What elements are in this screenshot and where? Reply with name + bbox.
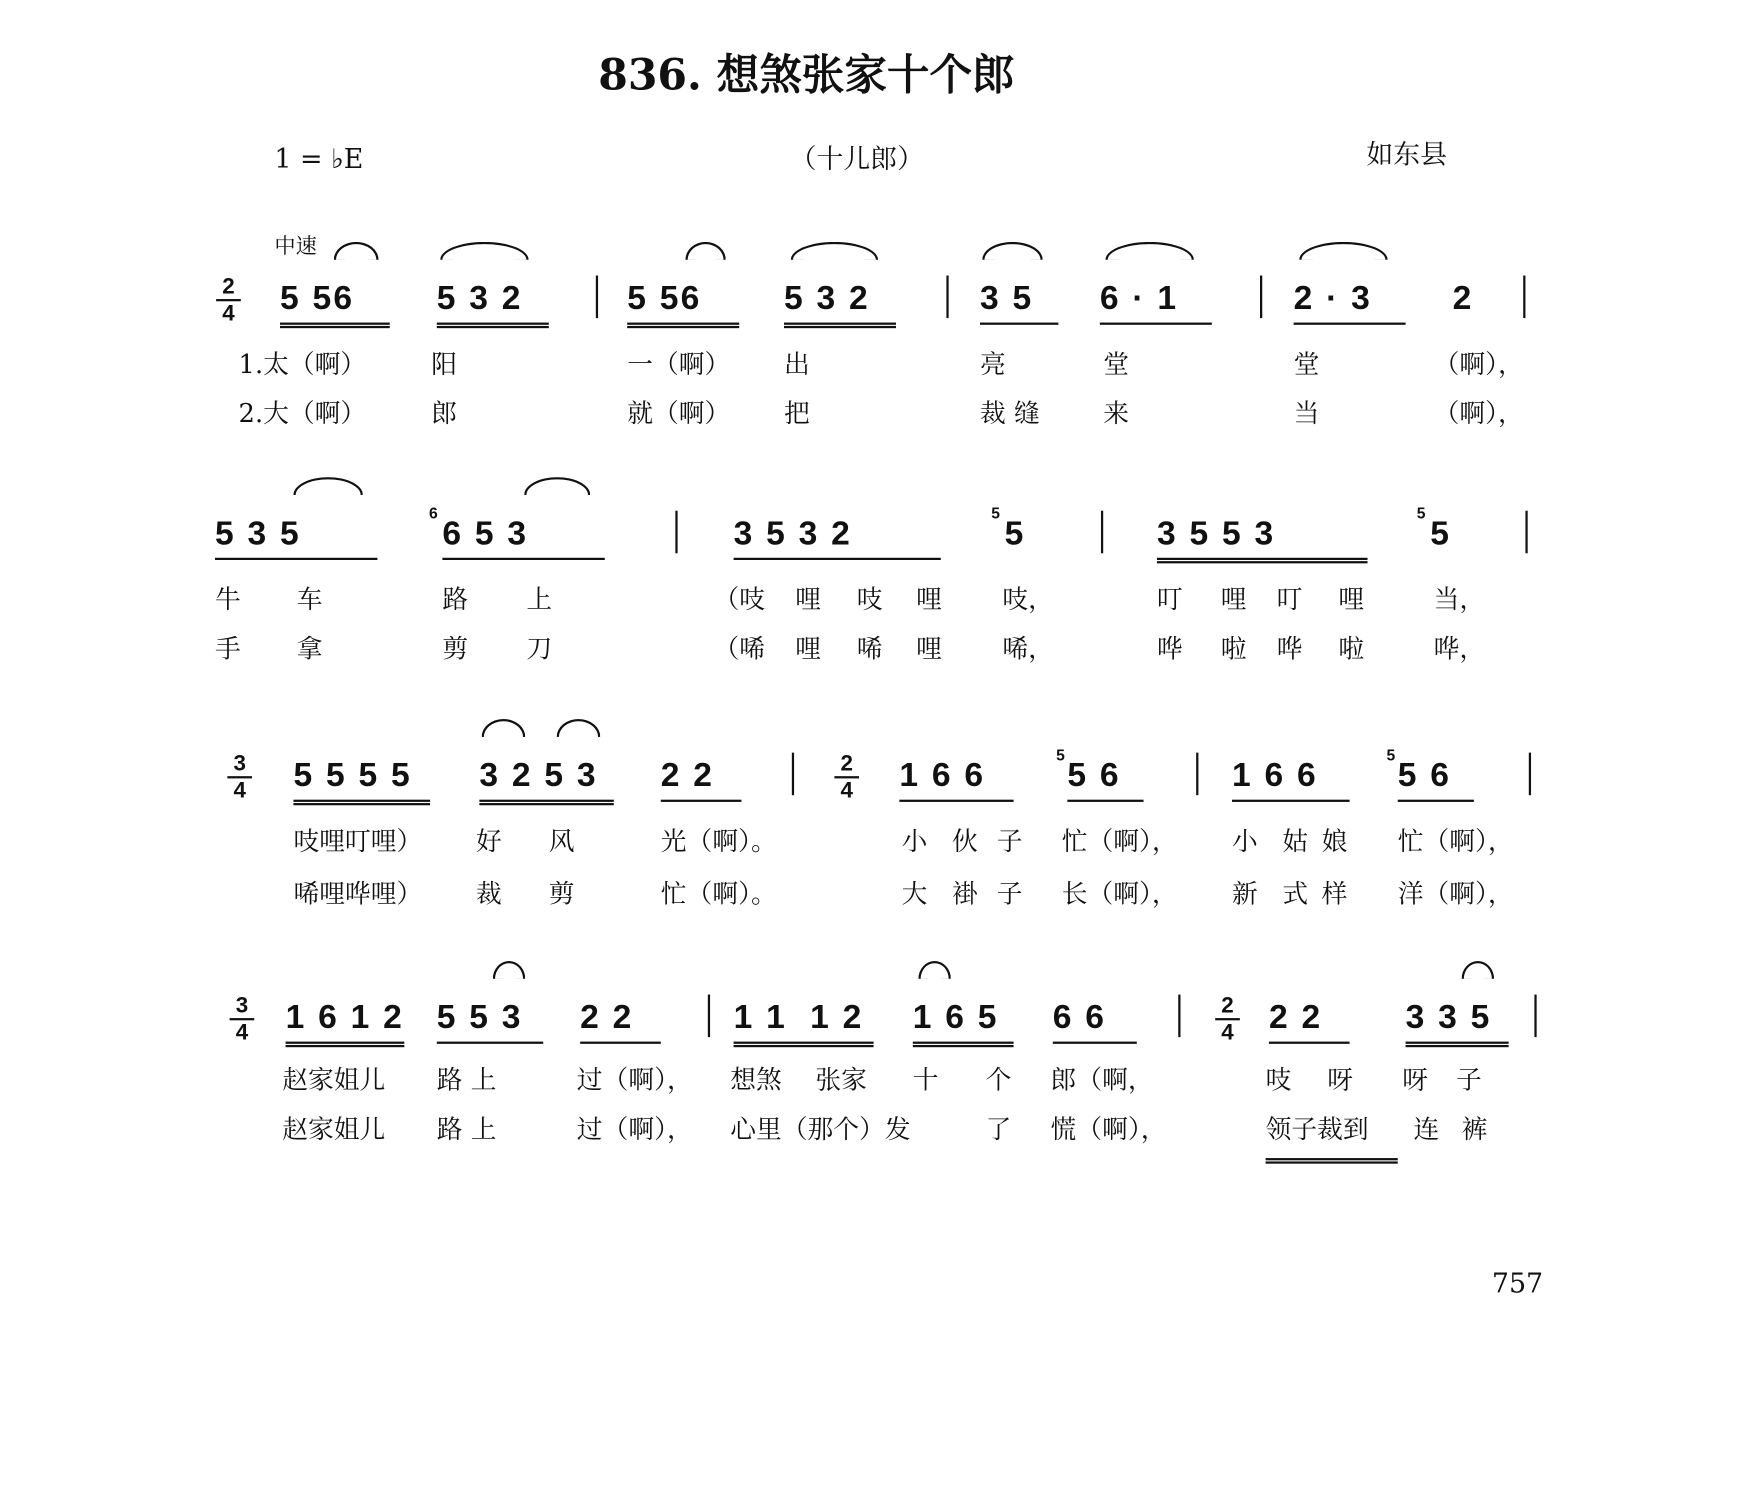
barline xyxy=(1101,511,1103,554)
note-group: 2 xyxy=(1452,280,1474,317)
note-group: 5 56 xyxy=(627,280,739,328)
note-group: 2 · 3 xyxy=(1294,280,1406,325)
lyric-verse-1: 光（啊）。 xyxy=(660,827,777,857)
grace-note: 5 xyxy=(1386,745,1396,764)
note-group: 5 5 3 xyxy=(437,999,543,1044)
lyric-verse-1: 哩 xyxy=(916,585,942,615)
slur-arc xyxy=(493,961,525,979)
time-signature xyxy=(230,995,255,1044)
lyric-verse-1: 吱 xyxy=(856,585,883,615)
barline xyxy=(1525,511,1527,554)
time-signature-bottom: 4 xyxy=(222,301,235,326)
barline xyxy=(792,753,794,796)
lyric-verse-1: 娘 xyxy=(1321,827,1348,857)
slur-arc xyxy=(1299,242,1387,260)
note-group: 6 5 3 xyxy=(442,515,604,560)
barline xyxy=(1523,276,1525,319)
lyric-verse-1: 风 xyxy=(548,827,575,857)
tempo-marking: 中速 xyxy=(274,234,317,259)
lyric-verse-2: 式 xyxy=(1282,880,1309,910)
lyric-verse-1: 上 xyxy=(526,585,553,615)
lyric-verse-1: 哩 xyxy=(795,585,821,615)
barline xyxy=(675,511,677,554)
lyric-verse-2: 拿 xyxy=(296,635,323,665)
note-group: 5 6 xyxy=(1067,757,1143,802)
lyric-verse-1: 1.太（啊） xyxy=(238,350,367,380)
note-group: 5 xyxy=(1430,515,1452,553)
time-signature-bottom: 4 xyxy=(233,778,246,804)
lyric-verse-2: 剪 xyxy=(548,880,575,910)
lyric-verse-2: 剪 xyxy=(442,635,469,665)
slur-arc xyxy=(1105,242,1193,260)
note-group: 6 6 xyxy=(1053,999,1137,1044)
slur-arc xyxy=(918,961,950,979)
lyric-verse-1: 十 xyxy=(912,1066,939,1096)
lyric-verse-1: 忙（啊）， xyxy=(1397,827,1514,857)
note-group: 1 6 6 xyxy=(899,757,1013,802)
slur-arc xyxy=(1462,961,1494,979)
lyric-verse-2: 裤 xyxy=(1461,1115,1488,1145)
slur-arc xyxy=(293,477,362,495)
slur-arc xyxy=(982,242,1042,260)
slur-arc xyxy=(482,719,526,737)
lyric-verse-2: 来 xyxy=(1103,399,1129,429)
lyric-verse-2: 子 xyxy=(996,880,1023,910)
lyric-verse-1: 吱哩叮哩） xyxy=(293,827,423,857)
lyric-verse-2: 长（啊）， xyxy=(1061,880,1178,910)
lyric-verse-2: 过（啊）， xyxy=(576,1115,693,1145)
lyric-verse-1: 阳 xyxy=(431,350,457,380)
time-signature-bottom: 4 xyxy=(235,1020,249,1045)
lyric-verse-1: 吱 xyxy=(1265,1066,1292,1096)
lyric-verse-2: 忙（啊）。 xyxy=(660,880,777,910)
lyric-verse-2: 领子裁到 xyxy=(1265,1115,1369,1145)
lyric-verse-1: 哩 xyxy=(1338,585,1365,615)
lyric-verse-1: 呀 xyxy=(1327,1066,1353,1096)
lyric-verse-1: 子 xyxy=(996,827,1023,857)
slur-arc xyxy=(791,242,878,260)
note-group: 3 5 xyxy=(980,280,1058,325)
note-group: 5 56 xyxy=(280,280,390,328)
time-signature-top: 3 xyxy=(235,993,249,1019)
lyric-verse-1: 当， xyxy=(1433,585,1486,615)
lyric-verse-2: （啊）， xyxy=(1433,399,1524,429)
note-group: 3 5 5 3 xyxy=(1157,515,1368,563)
lyric-verse-2: 样 xyxy=(1321,880,1348,910)
lyric-verse-1: 子 xyxy=(1456,1066,1482,1096)
lyric-verse-2: 褂 xyxy=(952,880,978,910)
lyric-verse-2: 裁 缝 xyxy=(980,399,1040,429)
lyric-verse-1: 牛 xyxy=(215,585,241,615)
note-group: 3 3 5 xyxy=(1406,999,1509,1047)
grace-note: 5 xyxy=(1056,745,1065,764)
note-group: 2 2 xyxy=(661,757,742,802)
lyric-verse-2: 当 xyxy=(1293,399,1320,429)
lyric-verse-2: 郎 xyxy=(431,399,457,429)
lyric-verse-2: 哗 xyxy=(1276,635,1303,665)
note-group: 5 xyxy=(1004,515,1026,553)
lyric-verse-2: 赵家姐儿 xyxy=(282,1115,386,1145)
lyric-underline xyxy=(1266,1158,1398,1164)
barline xyxy=(1260,276,1262,319)
lyric-verse-1: 亮 xyxy=(980,350,1006,380)
note-group: 5 5 5 5 xyxy=(293,757,430,805)
lyric-verse-1: 伙 xyxy=(952,827,978,857)
slur-arc xyxy=(334,242,379,260)
lyric-verse-2: （唏 xyxy=(713,635,765,665)
time-signature-bottom: 4 xyxy=(840,778,853,804)
song-origin: 如东县 xyxy=(1366,138,1448,171)
lyric-verse-1: （吱 xyxy=(713,585,765,615)
note-group: 2 2 xyxy=(580,999,661,1044)
lyric-verse-1: 车 xyxy=(296,585,323,615)
lyric-verse-1: 呀 xyxy=(1402,1066,1428,1096)
lyric-verse-1: 叮 xyxy=(1276,585,1303,615)
grace-note: 5 xyxy=(991,504,1000,522)
lyric-verse-1: 堂 xyxy=(1103,350,1129,380)
lyric-verse-2: 啦 xyxy=(1220,635,1247,665)
lyric-verse-1: 想煞 xyxy=(730,1066,782,1096)
lyric-verse-1: 路 上 xyxy=(436,1066,497,1096)
slur-arc xyxy=(557,719,601,737)
lyric-verse-2: 啦 xyxy=(1338,635,1365,665)
lyric-verse-2: 哩 xyxy=(916,635,942,665)
note-group: 5 3 2 xyxy=(437,280,549,328)
lyric-verse-2: 唏 xyxy=(856,635,883,665)
time-signature-top: 2 xyxy=(840,751,853,777)
lyric-verse-1: 赵家姐儿 xyxy=(282,1066,386,1096)
grace-note: 5 xyxy=(1416,504,1426,522)
lyric-verse-2: 大 xyxy=(901,880,928,910)
note-group: 2 2 xyxy=(1269,999,1350,1044)
lyric-verse-1: 哩 xyxy=(1220,585,1247,615)
lyric-verse-1: 路 xyxy=(442,585,469,615)
note-group: 3 5 3 2 xyxy=(734,515,941,560)
slur-arc xyxy=(440,242,528,260)
barline xyxy=(1178,995,1180,1038)
lyric-verse-2: 把 xyxy=(784,399,810,429)
barline xyxy=(1196,753,1198,796)
lyric-verse-1: 叮 xyxy=(1156,585,1183,615)
lyric-verse-1: 姑 xyxy=(1282,827,1309,857)
lyric-verse-2: 就（啊） xyxy=(627,399,731,429)
lyric-verse-1: （啊）， xyxy=(1433,350,1524,380)
lyric-verse-1: 张家 xyxy=(815,1066,867,1096)
lyric-verse-2: 2.大（啊） xyxy=(238,399,367,429)
song-title: 836. 想煞张家十个郎 xyxy=(598,49,1015,100)
note-group: 1 6 5 xyxy=(913,999,1014,1047)
lyric-verse-2: 刀 xyxy=(526,635,553,665)
lyric-verse-2: 裁 xyxy=(476,880,502,910)
lyric-verse-2: 连 xyxy=(1413,1115,1440,1145)
barline xyxy=(946,276,948,319)
note-group: 1 1 1 2 xyxy=(734,999,874,1047)
lyric-verse-2: 唏哩哗哩） xyxy=(293,880,423,910)
lyric-verse-2: 手 xyxy=(215,635,241,665)
key-signature: 1 = ♭E xyxy=(274,143,364,175)
lyric-verse-1: 小 xyxy=(1232,827,1258,857)
time-signature xyxy=(834,753,859,802)
page-number: 757 xyxy=(1491,1267,1544,1300)
lyric-verse-2: 新 xyxy=(1232,880,1258,910)
note-group: 1 6 1 2 xyxy=(286,999,404,1047)
barline xyxy=(596,276,598,319)
lyric-verse-2: 洋（啊）， xyxy=(1397,880,1514,910)
lyric-verse-1: 小 xyxy=(901,827,928,857)
note-group: 6 · 1 xyxy=(1100,280,1212,325)
time-signature-top: 3 xyxy=(233,751,246,777)
time-signature xyxy=(1215,995,1240,1044)
slur-arc xyxy=(524,477,590,495)
lyric-verse-2: 唏， xyxy=(1002,635,1054,665)
time-signature-bottom: 4 xyxy=(1221,1020,1234,1045)
lyric-verse-1: 好 xyxy=(476,827,502,857)
lyric-verse-1: 个 xyxy=(985,1066,1012,1096)
note-group: 1 6 6 xyxy=(1232,757,1350,802)
note-group: 3 2 5 3 xyxy=(479,757,613,805)
slur-arc xyxy=(685,242,725,260)
note-group: 5 6 xyxy=(1398,757,1474,802)
lyric-verse-1: 过（啊）， xyxy=(576,1066,693,1096)
lyric-verse-1: 出 xyxy=(784,350,810,380)
lyric-verse-1: 忙（啊）， xyxy=(1061,827,1178,857)
song-subtitle: （十儿郎） xyxy=(789,143,924,175)
note-group: 5 3 5 xyxy=(215,515,377,560)
lyric-verse-2: 心里（那个）发 xyxy=(730,1115,911,1145)
lyric-verse-2: 路 上 xyxy=(436,1115,497,1145)
lyric-verse-2: 哩 xyxy=(795,635,821,665)
time-signature xyxy=(216,276,241,325)
lyric-verse-2: 慌（啊）， xyxy=(1050,1115,1167,1145)
lyric-verse-1: 郎（啊， xyxy=(1050,1066,1154,1096)
lyric-verse-1: 吱， xyxy=(1002,585,1054,615)
lyric-verse-1: 一（啊） xyxy=(627,350,731,380)
lyric-verse-2: 哗， xyxy=(1433,635,1486,665)
lyric-verse-2: 了 xyxy=(985,1115,1012,1145)
time-signature xyxy=(227,753,252,802)
barline xyxy=(708,995,710,1038)
barline xyxy=(1529,753,1531,796)
time-signature-top: 2 xyxy=(1221,993,1234,1019)
lyric-verse-2: 哗 xyxy=(1156,635,1183,665)
time-signature-top: 2 xyxy=(222,274,235,300)
note-group: 5 3 2 xyxy=(784,280,896,328)
barline xyxy=(1534,995,1536,1038)
grace-note: 6 xyxy=(428,504,438,522)
lyric-verse-1: 堂 xyxy=(1293,350,1320,380)
